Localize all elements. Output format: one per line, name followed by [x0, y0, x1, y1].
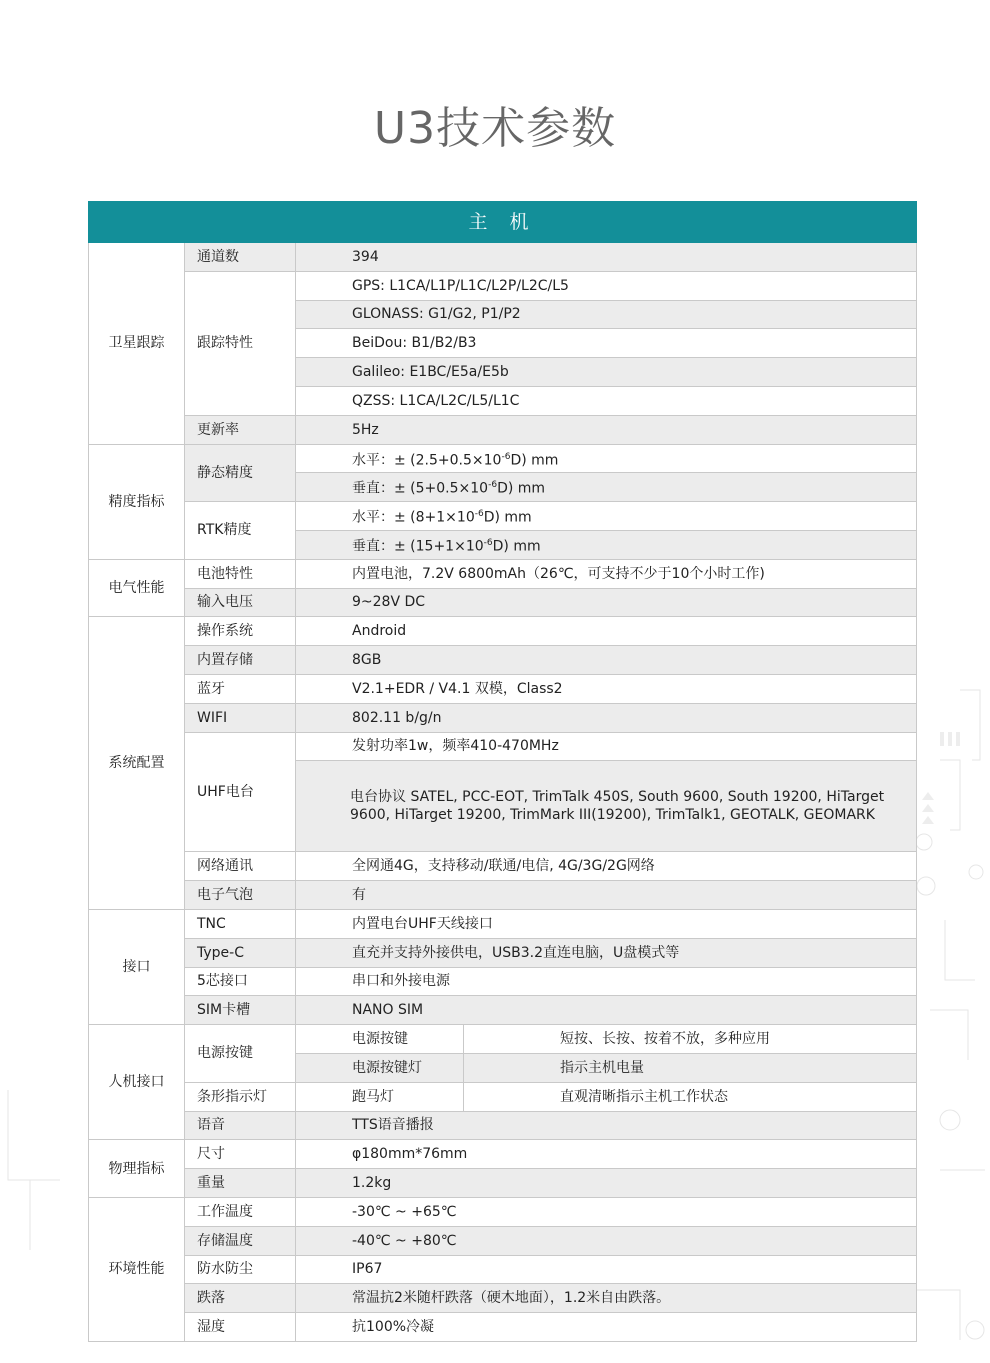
category-satellite: 卫星跟踪	[89, 243, 185, 445]
value-storage-temp: -40℃ ~ +80℃	[296, 1226, 917, 1255]
table-row	[89, 1169, 917, 1198]
table-row	[89, 1197, 917, 1226]
value-bar-indicator: 跑马灯	[296, 1082, 464, 1111]
table-row	[89, 271, 917, 300]
table-row	[89, 881, 917, 910]
value-tnc: 内置电台UHF天线接口	[296, 909, 917, 938]
label-network: 网络通讯	[185, 852, 296, 881]
label-bar-indicator: 条形指示灯	[185, 1082, 296, 1111]
label-power-key: 电源按键	[185, 1025, 296, 1083]
value-static-horizontal: 水平：± $(2.5+0.5\times 10^{-6}D)$ mm	[296, 444, 917, 473]
label-size: 尺寸	[185, 1140, 296, 1169]
table-row	[89, 996, 917, 1025]
table-header-row	[89, 202, 917, 243]
category-hmi: 人机接口	[89, 1025, 185, 1140]
table-row	[89, 1313, 917, 1342]
category-physical: 物理指标	[89, 1140, 185, 1198]
label-battery: 电池特性	[185, 559, 296, 588]
value-power-button: 电源按键	[296, 1025, 464, 1054]
label-update-rate: 更新率	[185, 415, 296, 444]
value-galileo: Galileo: E1BC/E5a/E5b	[296, 358, 917, 387]
label-humidity: 湿度	[185, 1313, 296, 1342]
table-row	[89, 1140, 917, 1169]
value-bluetooth: V2.1+EDR / V4.1 双模，Class2	[296, 674, 917, 703]
table-row	[89, 617, 917, 646]
category-system: 系统配置	[89, 617, 185, 910]
value-gps: GPS: L1CA/L1P/L1C/L2P/L2C/L5	[296, 271, 917, 300]
label-5pin: 5芯接口	[185, 967, 296, 996]
label-weight: 重量	[185, 1169, 296, 1198]
table-row	[89, 646, 917, 675]
value-humidity: 抗100%冷凝	[296, 1313, 917, 1342]
label-ip-rating: 防水防尘	[185, 1255, 296, 1284]
value-work-temp: -30℃ ~ +65℃	[296, 1197, 917, 1226]
value-bubble: 有	[296, 881, 917, 910]
label-bubble: 电子气泡	[185, 881, 296, 910]
value-ip-rating: IP67	[296, 1255, 917, 1284]
value-wifi: 802.11 b/g/n	[296, 703, 917, 732]
label-uhf: UHF电台	[185, 732, 296, 852]
label-bluetooth: 蓝牙	[185, 674, 296, 703]
value-qzss: QZSS: L1CA/L2C/L5/L1C	[296, 386, 917, 415]
table-row	[89, 588, 917, 617]
category-interface: 接口	[89, 909, 185, 1024]
category-environment: 环境性能	[89, 1197, 185, 1341]
table-row	[89, 852, 917, 881]
table-row	[89, 938, 917, 967]
value-channels: 394	[296, 243, 917, 272]
table-row	[89, 674, 917, 703]
desc-bar-indicator: 直观清晰指示主机工作状态	[464, 1082, 917, 1111]
value-5pin: 串口和外接电源	[296, 967, 917, 996]
label-channels: 通道数	[185, 243, 296, 272]
table-row	[89, 502, 917, 531]
value-drop: 常温抗2米随杆跌落（硬木地面），1.2米自由跌落。	[296, 1284, 917, 1313]
table-row	[89, 243, 917, 272]
page-title: U3技术参数	[373, 103, 617, 154]
desc-power-button: 短按、长按、按着不放，多种应用	[464, 1025, 917, 1054]
table-row	[89, 1025, 917, 1054]
table-row	[89, 1255, 917, 1284]
value-power-led: 电源按键灯	[296, 1053, 464, 1082]
desc-power-led: 指示主机电量	[464, 1053, 917, 1082]
value-size: φ180mm*76mm	[296, 1140, 917, 1169]
value-input-voltage: 9~28V DC	[296, 588, 917, 617]
category-electrical: 电气性能	[89, 559, 185, 617]
label-os: 操作系统	[185, 617, 296, 646]
label-input-voltage: 输入电压	[185, 588, 296, 617]
table-row	[89, 444, 917, 473]
value-uhf-protocol: 电台协议 SATEL, PCC-EOT, TrimTalk 450S, South 9600, South 19200, HiTarget 9600, HiTarget 19200, TrimMark III(19200), TrimTalk1, GEOTALK, GEOMARK	[296, 761, 917, 852]
table-row	[89, 1226, 917, 1255]
table-row	[89, 415, 917, 444]
label-typec: Type-C	[185, 938, 296, 967]
label-storage-temp: 存储温度	[185, 1226, 296, 1255]
label-storage: 内置存储	[185, 646, 296, 675]
value-sim: NANO SIM	[296, 996, 917, 1025]
value-static-vertical: 垂直：± $(5+0.5\times 10^{-6}D)$ mm	[296, 473, 917, 502]
value-storage: 8GB	[296, 646, 917, 675]
label-work-temp: 工作温度	[185, 1197, 296, 1226]
value-rtk-vertical: 垂直：± $(15+1\times 10^{-6}D)$ mm	[296, 530, 917, 559]
table-row	[89, 967, 917, 996]
spec-table	[88, 201, 917, 1342]
table-row	[89, 1284, 917, 1313]
value-battery: 内置电池，7.2V 6800mAh（26℃，可支持不少于10个小时工作)	[296, 559, 917, 588]
value-uhf-power: 发射功率1w，频率410-470MHz	[296, 732, 917, 761]
label-tnc: TNC	[185, 909, 296, 938]
label-wifi: WIFI	[185, 703, 296, 732]
value-glonass: GLONASS: G1/G2, P1/P2	[296, 300, 917, 329]
table-row	[89, 703, 917, 732]
label-static-precision: 静态精度	[185, 444, 296, 502]
table-row	[89, 732, 917, 761]
value-os: Android	[296, 617, 917, 646]
label-sim: SIM卡槽	[185, 996, 296, 1025]
category-precision: 精度指标	[89, 444, 185, 559]
value-network: 全网通4G，支持移动/联通/电信, 4G/3G/2G网络	[296, 852, 917, 881]
table-row	[89, 1082, 917, 1111]
label-rtk-precision: RTK精度	[185, 502, 296, 560]
value-weight: 1.2kg	[296, 1169, 917, 1198]
value-voice: TTS语音播报	[296, 1111, 917, 1140]
table-row	[89, 1111, 917, 1140]
value-typec: 直充并支持外接供电，USB3.2直连电脑，U盘模式等	[296, 938, 917, 967]
label-voice: 语音	[185, 1111, 296, 1140]
value-update-rate: 5Hz	[296, 415, 917, 444]
table-row	[89, 909, 917, 938]
value-rtk-horizontal: 水平：± $(8+1\times 10^{-6}D)$ mm	[296, 502, 917, 531]
value-beidou: BeiDou: B1/B2/B3	[296, 329, 917, 358]
section-header: 主 机	[89, 202, 917, 243]
label-tracking: 跟踪特性	[185, 271, 296, 415]
label-drop: 跌落	[185, 1284, 296, 1313]
table-row	[89, 559, 917, 588]
